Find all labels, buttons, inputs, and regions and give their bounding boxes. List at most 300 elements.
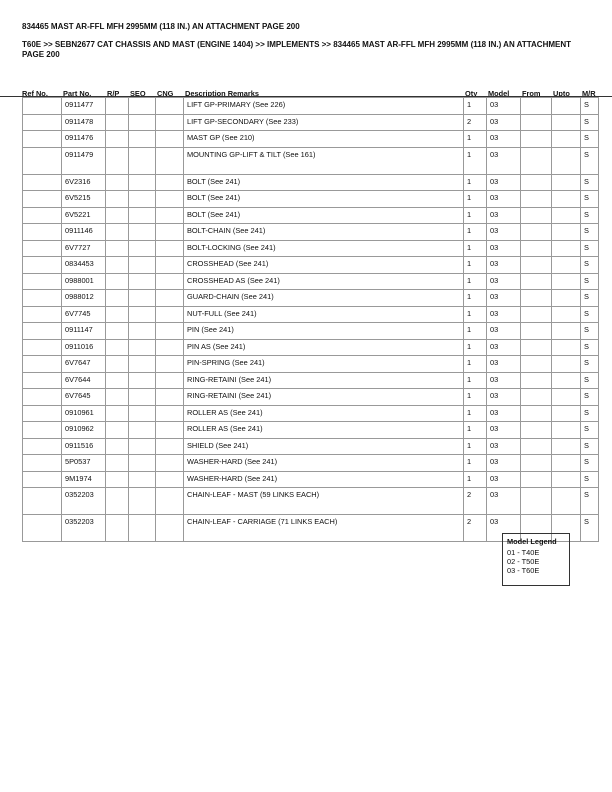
table-row xyxy=(23,306,599,323)
rp-cell xyxy=(106,273,129,290)
upto-cell xyxy=(552,290,581,307)
seq-cell xyxy=(129,389,156,406)
cng-cell xyxy=(156,488,184,515)
upto-cell xyxy=(552,471,581,488)
upto-cell xyxy=(552,273,581,290)
part-no-cell: 0911516 xyxy=(62,438,106,455)
mr-cell: S xyxy=(581,323,599,340)
mr-cell: S xyxy=(581,438,599,455)
upto-cell xyxy=(552,438,581,455)
model-cell: 03 xyxy=(487,488,521,515)
cng-cell xyxy=(156,356,184,373)
rp-cell xyxy=(106,114,129,131)
part-no-cell: 6V7644 xyxy=(62,372,106,389)
qty-cell: 1 xyxy=(464,131,487,148)
description-cell: BOLT (See 241) xyxy=(184,174,464,191)
mr-cell: S xyxy=(581,405,599,422)
model-cell: 03 xyxy=(487,174,521,191)
cng-cell xyxy=(156,131,184,148)
part-no-cell: 0911479 xyxy=(62,147,106,174)
cng-cell xyxy=(156,191,184,208)
from-cell xyxy=(521,207,552,224)
cng-cell xyxy=(156,438,184,455)
column-header: M/R xyxy=(582,89,596,98)
rp-cell xyxy=(106,471,129,488)
qty-cell: 1 xyxy=(464,372,487,389)
mr-cell: S xyxy=(581,356,599,373)
part-no-cell: 9M1974 xyxy=(62,471,106,488)
column-header: Ref No. xyxy=(22,89,48,98)
qty-cell: 1 xyxy=(464,240,487,257)
table-row xyxy=(23,471,599,488)
table-row xyxy=(23,455,599,472)
cng-cell xyxy=(156,273,184,290)
part-no-cell: 6V7647 xyxy=(62,356,106,373)
from-cell xyxy=(521,455,552,472)
model-cell: 03 xyxy=(487,306,521,323)
description-cell: BOLT (See 241) xyxy=(184,207,464,224)
description-cell: ROLLER AS (See 241) xyxy=(184,422,464,439)
page-title: 834465 MAST AR-FFL MFH 2995MM (118 IN.) AN ATTACHMENT PAGE 200 xyxy=(22,22,300,31)
qty-cell: 1 xyxy=(464,207,487,224)
cng-cell xyxy=(156,455,184,472)
part-no-cell: 0910961 xyxy=(62,405,106,422)
seq-cell xyxy=(129,224,156,241)
ref-no-cell xyxy=(23,240,62,257)
table-row xyxy=(23,273,599,290)
cng-cell xyxy=(156,207,184,224)
table-row xyxy=(23,389,599,406)
seq-cell xyxy=(129,471,156,488)
description-cell: PIN AS (See 241) xyxy=(184,339,464,356)
mr-cell: S xyxy=(581,98,599,115)
qty-cell: 1 xyxy=(464,257,487,274)
upto-cell xyxy=(552,224,581,241)
upto-cell xyxy=(552,306,581,323)
ref-no-cell xyxy=(23,471,62,488)
column-header: SEQ xyxy=(130,89,146,98)
description-cell: PIN (See 241) xyxy=(184,323,464,340)
model-legend xyxy=(502,533,570,586)
upto-cell xyxy=(552,372,581,389)
qty-cell: 1 xyxy=(464,273,487,290)
table-row xyxy=(23,240,599,257)
model-cell: 03 xyxy=(487,240,521,257)
rp-cell xyxy=(106,422,129,439)
seq-cell xyxy=(129,323,156,340)
column-header: Description Remarks xyxy=(185,89,259,98)
part-no-cell: 0911477 xyxy=(62,98,106,115)
cng-cell xyxy=(156,240,184,257)
from-cell xyxy=(521,98,552,115)
description-cell: BOLT-CHAIN (See 241) xyxy=(184,224,464,241)
mr-cell: S xyxy=(581,257,599,274)
ref-no-cell xyxy=(23,224,62,241)
description-cell: PIN-SPRING (See 241) xyxy=(184,356,464,373)
ref-no-cell xyxy=(23,356,62,373)
breadcrumb: T60E >> SEBN2677 CAT CHASSIS AND MAST (ENGINE 1404) >> IMPLEMENTS >> 834465 MAST AR-FFL MFH 2995MM (118 IN.) AN ATTACHMENT PAGE 200 xyxy=(22,40,572,59)
table-row xyxy=(23,191,599,208)
table-row xyxy=(23,323,599,340)
model-cell: 03 xyxy=(487,422,521,439)
upto-cell xyxy=(552,131,581,148)
seq-cell xyxy=(129,290,156,307)
qty-cell: 1 xyxy=(464,405,487,422)
table-row xyxy=(23,174,599,191)
from-cell xyxy=(521,240,552,257)
upto-cell xyxy=(552,191,581,208)
mr-cell: S xyxy=(581,240,599,257)
cng-cell xyxy=(156,515,184,542)
seq-cell xyxy=(129,147,156,174)
qty-cell: 1 xyxy=(464,471,487,488)
seq-cell xyxy=(129,98,156,115)
cng-cell xyxy=(156,405,184,422)
table-row xyxy=(23,257,599,274)
ref-no-cell xyxy=(23,207,62,224)
model-cell: 03 xyxy=(487,114,521,131)
from-cell xyxy=(521,191,552,208)
table-row xyxy=(23,207,599,224)
model-cell: 03 xyxy=(487,356,521,373)
ref-no-cell xyxy=(23,257,62,274)
rp-cell xyxy=(106,290,129,307)
table-row xyxy=(23,131,599,148)
from-cell xyxy=(521,438,552,455)
mr-cell: S xyxy=(581,389,599,406)
rp-cell xyxy=(106,240,129,257)
description-cell: MAST GP (See 210) xyxy=(184,131,464,148)
mr-cell: S xyxy=(581,290,599,307)
qty-cell: 1 xyxy=(464,290,487,307)
model-cell: 03 xyxy=(487,471,521,488)
table-row xyxy=(23,422,599,439)
cng-cell xyxy=(156,306,184,323)
model-cell: 03 xyxy=(487,207,521,224)
mr-cell: S xyxy=(581,273,599,290)
part-no-cell: 0834453 xyxy=(62,257,106,274)
mr-cell: S xyxy=(581,488,599,515)
mr-cell: S xyxy=(581,471,599,488)
rp-cell xyxy=(106,389,129,406)
part-no-cell: 6V2316 xyxy=(62,174,106,191)
ref-no-cell xyxy=(23,273,62,290)
rp-cell xyxy=(106,405,129,422)
table-row xyxy=(23,290,599,307)
legend-item: 02 - T50E xyxy=(507,557,540,566)
model-cell: 03 xyxy=(487,372,521,389)
upto-cell xyxy=(552,356,581,373)
part-no-cell: 6V7645 xyxy=(62,389,106,406)
table-row xyxy=(23,147,599,174)
mr-cell: S xyxy=(581,224,599,241)
upto-cell xyxy=(552,98,581,115)
seq-cell xyxy=(129,306,156,323)
part-no-cell: 0988001 xyxy=(62,273,106,290)
legend-item: 01 - T40E xyxy=(507,548,540,557)
cng-cell xyxy=(156,422,184,439)
from-cell xyxy=(521,147,552,174)
from-cell xyxy=(521,306,552,323)
from-cell xyxy=(521,290,552,307)
rp-cell xyxy=(106,515,129,542)
rp-cell xyxy=(106,488,129,515)
ref-no-cell xyxy=(23,131,62,148)
column-header: Model xyxy=(488,89,510,98)
table-row xyxy=(23,405,599,422)
seq-cell xyxy=(129,488,156,515)
model-cell: 03 xyxy=(487,389,521,406)
column-header: Part No. xyxy=(63,89,92,98)
qty-cell: 2 xyxy=(464,515,487,542)
rp-cell xyxy=(106,191,129,208)
description-cell: RING-RETAINI (See 241) xyxy=(184,389,464,406)
qty-cell: 1 xyxy=(464,422,487,439)
rp-cell xyxy=(106,356,129,373)
rp-cell xyxy=(106,224,129,241)
ref-no-cell xyxy=(23,438,62,455)
part-no-cell: 0910962 xyxy=(62,422,106,439)
description-cell: WASHER-HARD (See 241) xyxy=(184,471,464,488)
mr-cell: S xyxy=(581,306,599,323)
seq-cell xyxy=(129,257,156,274)
from-cell xyxy=(521,323,552,340)
description-cell: CHAIN-LEAF - MAST (59 LINKS EACH) xyxy=(184,488,464,515)
ref-no-cell xyxy=(23,488,62,515)
model-cell: 03 xyxy=(487,98,521,115)
parts-table xyxy=(22,97,599,542)
ref-no-cell xyxy=(23,147,62,174)
rp-cell xyxy=(106,455,129,472)
model-cell: 03 xyxy=(487,405,521,422)
column-header: CNG xyxy=(157,89,174,98)
mr-cell: S xyxy=(581,372,599,389)
qty-cell: 1 xyxy=(464,455,487,472)
model-cell: 03 xyxy=(487,455,521,472)
part-no-cell: 6V5221 xyxy=(62,207,106,224)
ref-no-cell xyxy=(23,306,62,323)
upto-cell xyxy=(552,389,581,406)
seq-cell xyxy=(129,356,156,373)
mr-cell: S xyxy=(581,455,599,472)
ref-no-cell xyxy=(23,174,62,191)
upto-cell xyxy=(552,455,581,472)
description-cell: WASHER-HARD (See 241) xyxy=(184,455,464,472)
mr-cell: S xyxy=(581,515,599,542)
rp-cell xyxy=(106,131,129,148)
qty-cell: 1 xyxy=(464,389,487,406)
model-cell: 03 xyxy=(487,515,521,542)
description-cell: MOUNTING GP-LIFT & TILT (See 161) xyxy=(184,147,464,174)
from-cell xyxy=(521,273,552,290)
model-cell: 03 xyxy=(487,224,521,241)
qty-cell: 1 xyxy=(464,356,487,373)
upto-cell xyxy=(552,207,581,224)
from-cell xyxy=(521,174,552,191)
qty-cell: 1 xyxy=(464,98,487,115)
part-no-cell: 5P0537 xyxy=(62,455,106,472)
qty-cell: 1 xyxy=(464,339,487,356)
table-row xyxy=(23,356,599,373)
upto-cell xyxy=(552,339,581,356)
qty-cell: 1 xyxy=(464,174,487,191)
from-cell xyxy=(521,339,552,356)
ref-no-cell xyxy=(23,389,62,406)
mr-cell: S xyxy=(581,114,599,131)
upto-cell xyxy=(552,240,581,257)
description-cell: LIFT GP-SECONDARY (See 233) xyxy=(184,114,464,131)
upto-cell xyxy=(552,147,581,174)
from-cell xyxy=(521,471,552,488)
upto-cell xyxy=(552,422,581,439)
column-header: From xyxy=(522,89,541,98)
model-cell: 03 xyxy=(487,147,521,174)
ref-no-cell xyxy=(23,98,62,115)
cng-cell xyxy=(156,389,184,406)
seq-cell xyxy=(129,438,156,455)
seq-cell xyxy=(129,422,156,439)
from-cell xyxy=(521,372,552,389)
ref-no-cell xyxy=(23,422,62,439)
rp-cell xyxy=(106,372,129,389)
cng-cell xyxy=(156,290,184,307)
rp-cell xyxy=(106,257,129,274)
cng-cell xyxy=(156,224,184,241)
seq-cell xyxy=(129,372,156,389)
ref-no-cell xyxy=(23,323,62,340)
qty-cell: 2 xyxy=(464,114,487,131)
table-row xyxy=(23,372,599,389)
cng-cell xyxy=(156,98,184,115)
upto-cell xyxy=(552,114,581,131)
table-row xyxy=(23,339,599,356)
from-cell xyxy=(521,356,552,373)
column-header: Upto xyxy=(553,89,570,98)
seq-cell xyxy=(129,405,156,422)
seq-cell xyxy=(129,114,156,131)
description-cell: SHIELD (See 241) xyxy=(184,438,464,455)
ref-no-cell xyxy=(23,191,62,208)
part-no-cell: 6V7727 xyxy=(62,240,106,257)
description-cell: LIFT GP-PRIMARY (See 226) xyxy=(184,98,464,115)
rp-cell xyxy=(106,174,129,191)
rp-cell xyxy=(106,438,129,455)
model-cell: 03 xyxy=(487,339,521,356)
description-cell: RING-RETAINI (See 241) xyxy=(184,372,464,389)
rp-cell xyxy=(106,323,129,340)
rp-cell xyxy=(106,147,129,174)
part-no-cell: 6V7745 xyxy=(62,306,106,323)
seq-cell xyxy=(129,455,156,472)
from-cell xyxy=(521,114,552,131)
part-no-cell: 6V5215 xyxy=(62,191,106,208)
rp-cell xyxy=(106,207,129,224)
model-cell: 03 xyxy=(487,191,521,208)
qty-cell: 1 xyxy=(464,224,487,241)
from-cell xyxy=(521,224,552,241)
table-row xyxy=(23,488,599,515)
cng-cell xyxy=(156,372,184,389)
qty-cell: 1 xyxy=(464,306,487,323)
description-cell: GUARD-CHAIN (See 241) xyxy=(184,290,464,307)
qty-cell: 1 xyxy=(464,323,487,340)
mr-cell: S xyxy=(581,191,599,208)
seq-cell xyxy=(129,273,156,290)
mr-cell: S xyxy=(581,422,599,439)
from-cell xyxy=(521,389,552,406)
description-cell: CROSSHEAD AS (See 241) xyxy=(184,273,464,290)
description-cell: CROSSHEAD (See 241) xyxy=(184,257,464,274)
part-no-cell: 0911478 xyxy=(62,114,106,131)
from-cell xyxy=(521,405,552,422)
table-row xyxy=(23,224,599,241)
ref-no-cell xyxy=(23,405,62,422)
rp-cell xyxy=(106,306,129,323)
mr-cell: S xyxy=(581,147,599,174)
table-row xyxy=(23,114,599,131)
ref-no-cell xyxy=(23,114,62,131)
ref-no-cell xyxy=(23,372,62,389)
part-no-cell: 0988012 xyxy=(62,290,106,307)
table-row xyxy=(23,98,599,115)
description-cell: BOLT (See 241) xyxy=(184,191,464,208)
ref-no-cell xyxy=(23,339,62,356)
cng-cell xyxy=(156,323,184,340)
description-cell: BOLT-LOCKING (See 241) xyxy=(184,240,464,257)
from-cell xyxy=(521,422,552,439)
cng-cell xyxy=(156,257,184,274)
description-cell: NUT-FULL (See 241) xyxy=(184,306,464,323)
from-cell xyxy=(521,488,552,515)
qty-cell: 1 xyxy=(464,191,487,208)
seq-cell xyxy=(129,191,156,208)
table-row xyxy=(23,438,599,455)
model-cell: 03 xyxy=(487,323,521,340)
seq-cell xyxy=(129,339,156,356)
mr-cell: S xyxy=(581,131,599,148)
ref-no-cell xyxy=(23,290,62,307)
upto-cell xyxy=(552,257,581,274)
seq-cell xyxy=(129,131,156,148)
part-no-cell: 0911476 xyxy=(62,131,106,148)
part-no-cell: 0911016 xyxy=(62,339,106,356)
legend-title: Model Legend xyxy=(507,537,557,546)
part-no-cell: 0911146 xyxy=(62,224,106,241)
qty-cell: 1 xyxy=(464,438,487,455)
mr-cell: S xyxy=(581,207,599,224)
seq-cell xyxy=(129,515,156,542)
part-no-cell: 0911147 xyxy=(62,323,106,340)
ref-no-cell xyxy=(23,455,62,472)
upto-cell xyxy=(552,323,581,340)
rp-cell xyxy=(106,98,129,115)
upto-cell xyxy=(552,488,581,515)
cng-cell xyxy=(156,114,184,131)
model-cell: 03 xyxy=(487,273,521,290)
mr-cell: S xyxy=(581,174,599,191)
part-no-cell: 0352203 xyxy=(62,515,106,542)
cng-cell xyxy=(156,471,184,488)
legend-item: 03 - T60E xyxy=(507,566,540,575)
seq-cell xyxy=(129,240,156,257)
from-cell xyxy=(521,257,552,274)
model-cell: 03 xyxy=(487,290,521,307)
model-cell: 03 xyxy=(487,257,521,274)
description-cell: ROLLER AS (See 241) xyxy=(184,405,464,422)
mr-cell: S xyxy=(581,339,599,356)
cng-cell xyxy=(156,174,184,191)
from-cell xyxy=(521,131,552,148)
